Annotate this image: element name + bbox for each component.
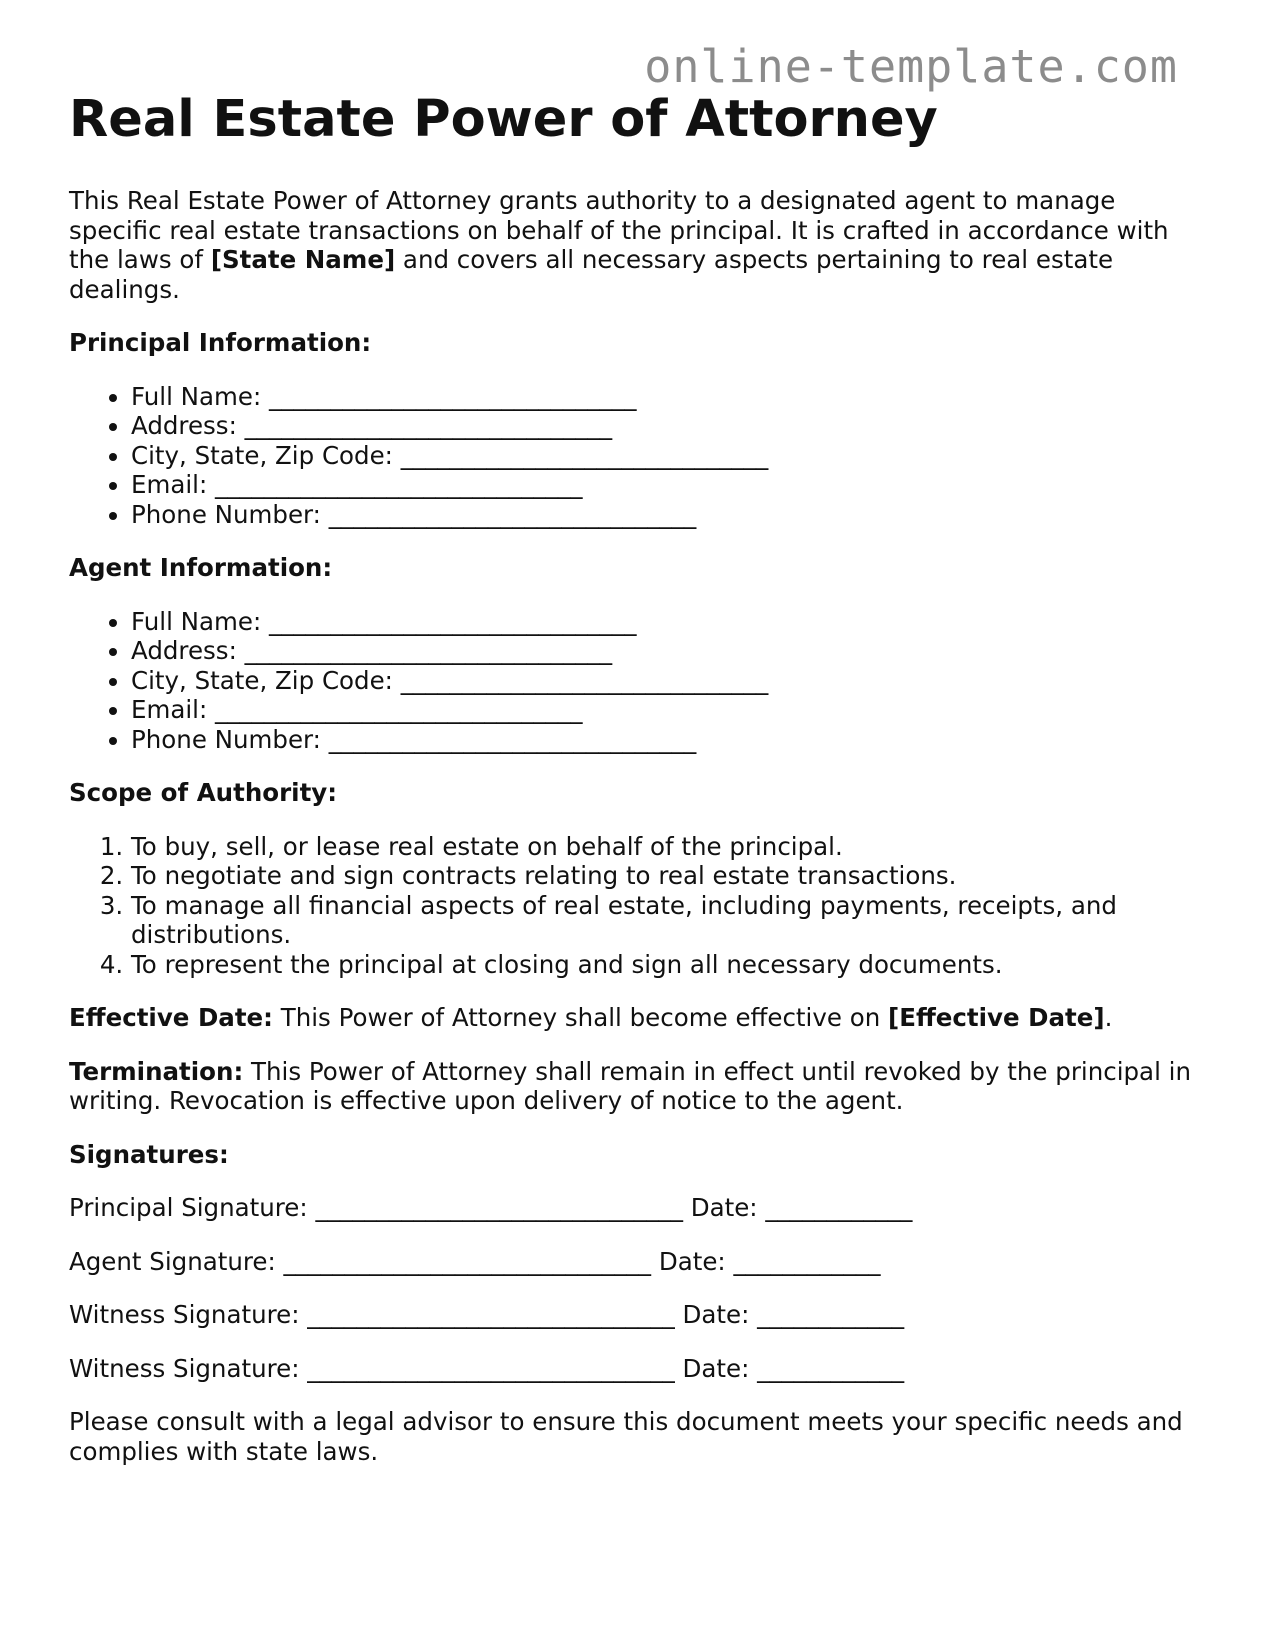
principal-address-blank[interactable]: ______________________________ (244, 411, 613, 440)
signatures-heading: Signatures: (69, 1139, 229, 1169)
agent-fields-list (69, 607, 1199, 755)
effective-date-placeholder: [Effective Date] (888, 1003, 1105, 1032)
agent-city-state-zip-blank[interactable]: ______________________________ (400, 665, 769, 695)
principal-fields-list (69, 382, 1199, 530)
termination-label: Termination: (69, 1056, 244, 1086)
scope-heading: Scope of Authority: (69, 778, 338, 807)
agent-address-blank[interactable]: ______________________________ (244, 636, 613, 665)
date-label: Date: (674, 1353, 758, 1383)
scope-item: 2. To negotiate and sign contracts relating to real estate transactions. (131, 861, 1199, 891)
principal-full-name-item (131, 382, 1199, 412)
document-title: Real Estate Power of Attorney (69, 90, 938, 149)
field-label: Phone Number: (131, 499, 329, 529)
date-label: Date: (651, 1246, 734, 1276)
principal-city-state-zip-blank[interactable]: ______________________________ (400, 440, 769, 470)
agent-full-name-blank[interactable]: ______________________________ (269, 606, 637, 636)
field-label: Address: (131, 411, 245, 440)
document-page (69, 84, 1199, 1466)
scope-item: 3. To manage all financial aspects of real estate, including payments, receipts, and distributions. (131, 891, 1199, 950)
witness-1-signature-blank[interactable]: ______________________________ (307, 1300, 675, 1329)
agent-heading: Agent Information: (69, 553, 333, 582)
state-name-placeholder: [State Name] (210, 245, 396, 274)
field-label: Phone Number: (131, 724, 329, 754)
agent-phone-item (131, 725, 1199, 755)
agent-signature-blank[interactable]: ______________________________ (283, 1246, 652, 1276)
signature-label: Witness Signature: (69, 1353, 308, 1383)
signature-label: Witness Signature: (69, 1300, 308, 1329)
agent-email-item (131, 695, 1199, 725)
field-label: Email: (131, 695, 216, 724)
principal-signature-line (69, 1193, 1199, 1223)
effective-date-end: . (1104, 1003, 1113, 1032)
witness-2-date-blank[interactable]: ____________ (757, 1353, 905, 1383)
field-label: Address: (131, 636, 245, 665)
intro-paragraph (69, 186, 1199, 304)
field-label: City, State, Zip Code: (131, 440, 401, 470)
agent-full-name-item (131, 607, 1199, 637)
principal-full-name-blank[interactable]: ______________________________ (269, 381, 637, 411)
scope-list (69, 832, 1199, 980)
field-label: Email: (131, 470, 216, 499)
agent-date-blank[interactable]: ____________ (733, 1246, 881, 1276)
scope-item: 1. To buy, sell, or lease real estate on behalf of the principal. (131, 832, 1199, 862)
field-label: City, State, Zip Code: (131, 665, 401, 695)
effective-date-label: Effective Date: (69, 1003, 273, 1032)
intro-text-2: and covers all necessary aspects pertaining to real estate dealings. (69, 245, 1114, 304)
date-label: Date: (674, 1300, 758, 1329)
agent-phone-blank[interactable]: ______________________________ (328, 724, 697, 754)
agent-address-item (131, 636, 1199, 666)
scope-item: 4. To represent the principal at closing and sign all necessary documents. (131, 950, 1199, 980)
field-label: Full Name: (131, 606, 270, 636)
principal-address-item (131, 411, 1199, 441)
principal-city-state-zip-item (131, 441, 1199, 471)
termination-paragraph (69, 1057, 1199, 1116)
witness-signature-line-1 (69, 1300, 1199, 1330)
principal-phone-blank[interactable]: ______________________________ (328, 499, 697, 529)
date-label: Date: (682, 1193, 766, 1222)
principal-email-item (131, 470, 1199, 500)
termination-text: This Power of Attorney shall remain in effect until revoked by the principal in writing. Revocation is effective upon delivery of notice to the agent. (69, 1056, 1191, 1115)
witness-2-signature-blank[interactable]: ______________________________ (307, 1353, 675, 1383)
witness-signature-line-2 (69, 1354, 1199, 1384)
effective-date-paragraph (69, 1003, 1199, 1033)
principal-date-blank[interactable]: ____________ (765, 1193, 913, 1222)
principal-signature-blank[interactable]: ______________________________ (315, 1193, 683, 1222)
field-label: Full Name: (131, 381, 270, 411)
intro-text-1: This Real Estate Power of Attorney grants authority to a designated agent to manage specific real estate transactions on behalf of the principal. It is crafted in accordance with the laws of (69, 186, 1169, 274)
agent-signature-line (69, 1247, 1199, 1277)
principal-heading: Principal Information: (69, 328, 372, 357)
watermark: online-template.com (644, 40, 1178, 93)
effective-date-text: This Power of Attorney shall become effective on (272, 1003, 889, 1032)
witness-1-date-blank[interactable]: ____________ (757, 1300, 905, 1329)
principal-email-blank[interactable]: ______________________________ (215, 470, 583, 499)
agent-email-blank[interactable]: ______________________________ (215, 695, 583, 724)
principal-phone-item (131, 500, 1199, 530)
agent-city-state-zip-item (131, 666, 1199, 696)
signature-label: Principal Signature: (69, 1193, 316, 1222)
disclaimer-paragraph: Please consult with a legal advisor to ensure this document meets your specific needs and complies with state laws. (69, 1407, 1183, 1466)
signature-label: Agent Signature: (69, 1246, 284, 1276)
